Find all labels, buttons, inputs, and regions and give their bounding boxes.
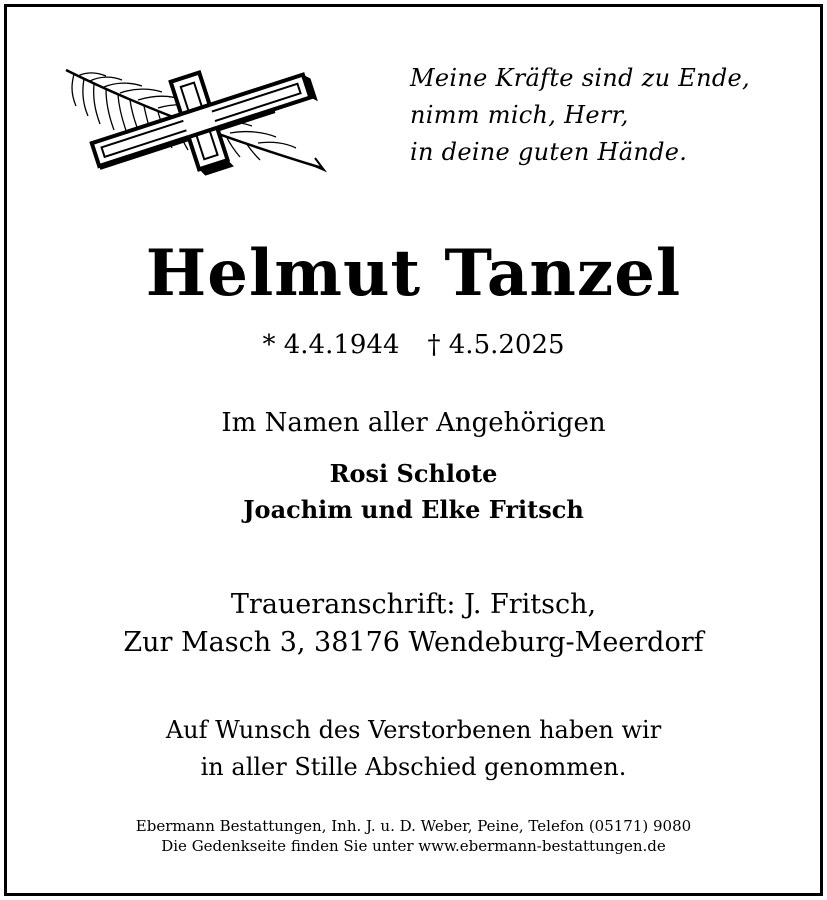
mourners-intro: Im Namen aller Angehörigen (221, 408, 606, 438)
motto-line: nimm mich, Herr, (410, 101, 629, 129)
funeral-notice (0, 712, 827, 786)
motto-line: in deine guten Hände. (410, 138, 688, 166)
mourner-names (0, 456, 827, 528)
notice-line: Auf Wunsch des Verstorbenen haben wir (165, 716, 662, 744)
footer-line: Die Gedenkseite finden Sie unter www.ebermann-bestattungen.de (161, 837, 666, 855)
motto-verse (410, 60, 750, 171)
death-date: † 4.5.2025 (427, 330, 565, 360)
mourning-address (0, 586, 827, 662)
deceased-name: Helmut Tanzel (145, 236, 682, 311)
address-line: Zur Masch 3, 38176 Wendeburg-Meerdorf (123, 627, 704, 658)
birth-date: * 4.4.1944 (262, 330, 400, 360)
mourner-name: Joachim und Elke Fritsch (243, 495, 584, 524)
address-line: Traueranschrift: J. Fritsch, (230, 589, 597, 620)
notice-line: in aller Stille Abschied genommen. (200, 753, 627, 781)
footer-line: Ebermann Bestattungen, Inh. J. u. D. Weber, Peine, Telefon (05171) 9080 (135, 817, 692, 835)
motto-line: Meine Kräfte sind zu Ende, (410, 64, 750, 92)
funeral-home-footer (0, 816, 827, 856)
mourner-name: Rosi Schlote (329, 459, 498, 488)
life-dates (0, 330, 827, 360)
cross-with-palm-frond-icon (60, 62, 330, 177)
